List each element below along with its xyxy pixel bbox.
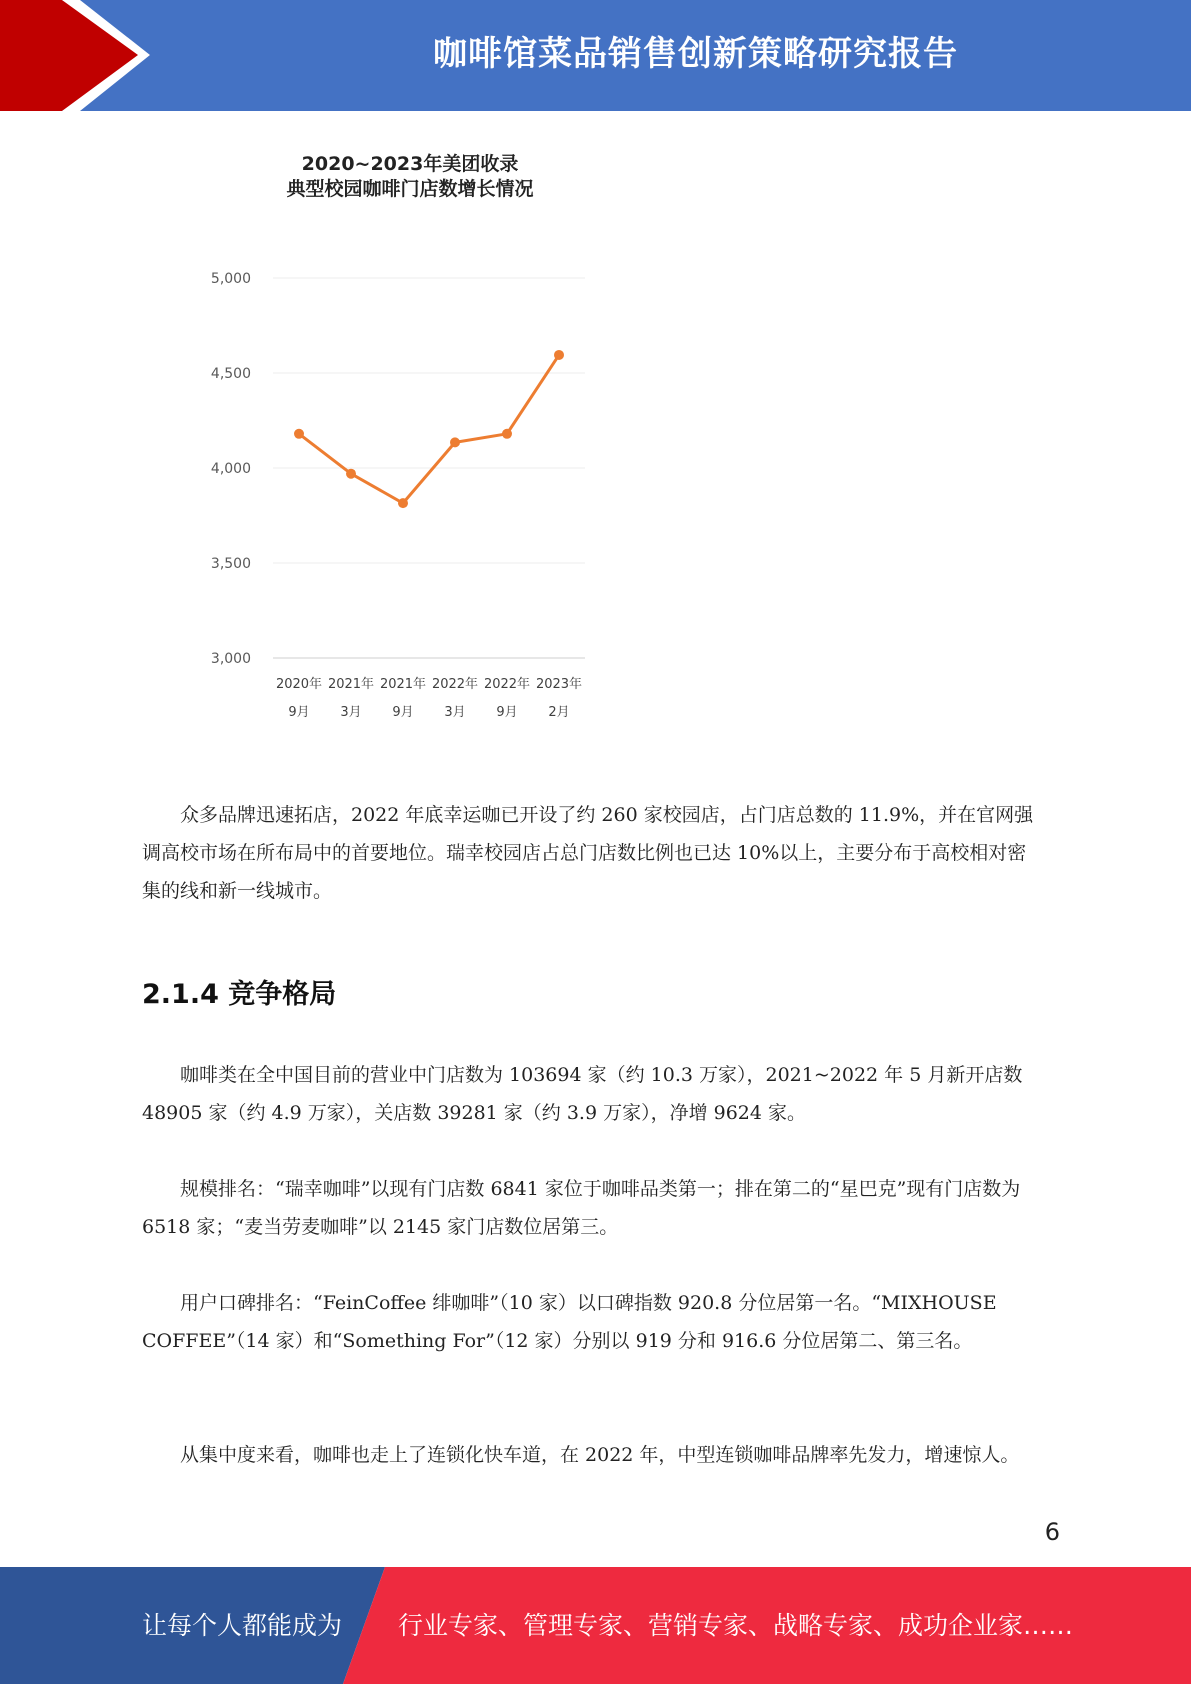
- paragraph-reputation-ranking: 用户口碑排名：“FeinCoffee 绯咖啡”（10 家）以口碑指数 920.8 分位居第一名。“MIXHOUSE COFFEE”（14 家）和“Something For”（12 家）分别以 919 分和 916.6 分位居第二、第三名。: [142, 1292, 997, 1352]
- x-tick-label-month: 9月: [392, 705, 414, 720]
- data-point: [450, 437, 460, 447]
- y-tick-label: 4,000: [210, 461, 251, 477]
- x-tick-label-year: 2021年: [379, 677, 427, 692]
- section-heading: 2.1.4 竞争格局: [142, 979, 337, 1010]
- data-point: [346, 469, 356, 479]
- x-tick-label-year: 2022年: [431, 677, 479, 692]
- paragraph-concentration: 从集中度来看，咖啡也走上了连锁化快车道，在 2022 年，中型连锁咖啡品牌率先发力，增速惊人。: [180, 1444, 1020, 1466]
- y-tick-label: 3,000: [210, 651, 251, 667]
- chart-title-line1: 2020~2023年美团收录: [301, 153, 519, 175]
- chart-title-line2: 典型校园咖啡门店数增长情况: [286, 178, 534, 200]
- data-point: [502, 429, 512, 439]
- y-tick-label: 4,500: [210, 366, 251, 382]
- paragraph-scale-ranking: 规模排名：“瑞幸咖啡”以现有门店数 6841 家位于咖啡品类第一；排在第二的“星巴克”现有门店数为 6518 家；“麦当劳麦咖啡”以 2145 家门店数位居第三。: [142, 1178, 1021, 1238]
- x-tick-label-month: 2月: [548, 705, 570, 720]
- x-tick-label-month: 3月: [340, 705, 362, 720]
- page-header: [0, 0, 1191, 111]
- x-tick-label-year: 2020年: [275, 677, 323, 692]
- paragraph-store-counts: 咖啡类在全中国目前的营业中门店数为 103694 家（约 10.3 万家），2021~2022 年 5 月新开店数 48905 家（约 4.9 万家），关店数 39281 家（约 3.9 万家），净增 9624 家。: [142, 1064, 1023, 1124]
- paragraph-campus-stores: 众多品牌迅速拓店，2022 年底幸运咖已开设了约 260 家校园店，占门店总数的 11.9%，并在官网强调高校市场在所布局中的首要地位。瑞幸校园店占总门店数比例也已达 10%以上，主要分布于高校相对密集的线和新一线城市。: [142, 804, 1034, 902]
- line-chart: [180, 140, 620, 730]
- footer-slogan-left: 让每个人都能成为: [142, 1611, 343, 1640]
- data-point: [554, 350, 564, 360]
- x-tick-label-month: 9月: [496, 705, 518, 720]
- x-tick-label-year: 2022年: [483, 677, 531, 692]
- chart-canvas: [180, 140, 620, 730]
- y-tick-label: 3,500: [210, 556, 251, 572]
- header-arrow-decoration: [0, 0, 160, 111]
- report-title: 咖啡馆菜品销售创新策略研究报告: [433, 34, 958, 74]
- footer-slogan-right: 行业专家、管理专家、营销专家、战略专家、成功企业家……: [398, 1611, 1074, 1640]
- page-number: 6: [1044, 1518, 1060, 1546]
- x-tick-label-month: 3月: [444, 705, 466, 720]
- x-tick-label-year: 2021年: [327, 677, 375, 692]
- data-point: [398, 498, 408, 508]
- data-point: [294, 429, 304, 439]
- y-tick-label: 5,000: [210, 271, 251, 287]
- page-footer: [0, 1567, 1191, 1684]
- x-tick-label-month: 9月: [288, 705, 310, 720]
- series-line: [299, 355, 559, 503]
- x-tick-label-year: 2023年: [535, 677, 583, 692]
